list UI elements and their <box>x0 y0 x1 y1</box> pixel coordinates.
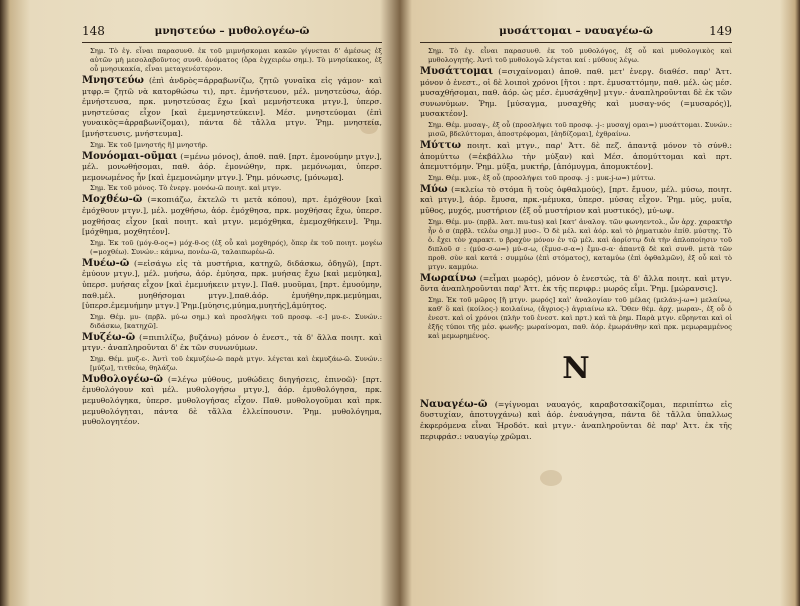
entry-text: (=εἰσάγω εἰς τὰ μυστήρια, κατηχῶ, διδάσκω, ὁδηγῶ), [πρτ. ἐμύουν μτγν.], μέλ. μυήσω, ἀόρ. ἐμύησα, πρκ. μυήσας ἔχω [καὶ μεμύηκα], ὑπερσ. μυήσας εἶχον [καὶ ἐμεμυήκειν μτγν.]. Παθ. μυοῦμαι, [πρτ. ἐμυούμην, παθ.μέλ. μυηθήσομαι μτγν.],παθ.ἀόρ. ἐμυήθην,πρκ.μεμύημαι,[ὑπερσ.ἐμεμυήμην μτγν.] Ῥημ.[μύησις,μύημα,μυητής],ἀμύητος. <box>82 258 382 311</box>
entry-text: (=κοπιάζω, ἐκτελῶ τι μετὰ κόπου), πρτ. ἐμόχθουν [καὶ ἐμόχθουν μτγν.], μέλ. μοχθήσω, ἀόρ. ἐμόχθησα, πρκ. μοχθήσας ἔχω, ὑπερσ. μοχθήσας εἶχον [καὶ ποιητ. καὶ μτγν. μεμόχθηκα, ἐμεμοχθήκειν]. Ῥημ. [μόχθημα, μοχθητέον]. <box>82 195 382 237</box>
right-page <box>420 22 732 443</box>
dictionary-entry <box>82 259 382 312</box>
entry-note: Σημ. Θέμ. μυσαγ-, ἐξ οὗ (προσλήψει τοῦ προσφ. -j-: μυσαγj ομαι=) μυσάττομαι. Συνών.: μισῶ, βδελύττομαι, ἀποστρέφομαι, [ἀηδίζομαι], ἐχθραίνω. <box>428 120 732 138</box>
entry-headword: Μυθολογέω-ῶ <box>82 373 163 385</box>
entry-text: (=κλείω τὸ στόμα ἢ τοὺς ὀφθαλμούς), [πρτ. ἔμυον, μέλ. μύσω, ποιητ. καὶ μτγν.], ἀόρ. ἔμυσα, πρκ.-μέμυκα, ὑπερσ. μύσας εἶχον. Ῥημ. μύς, μυῖα, μῦθος, μυχός, μυστήριον (ἐξ οὗ μυστήριον καὶ μυστικός), μύ-ωψ. <box>420 184 732 215</box>
entry-text: (=εἶμαι μωρός), μόνον ὁ ἐνεστώς, τὰ δ' ἄλλα ποιητ. καὶ μτγν. ὄντα ἀναπληροῦνται παρ' Ἀττ. ἐκ τῆς περιφρ.: μωρός εἶμι. Ῥημ. [μώρανσις]. <box>420 273 732 294</box>
dictionary-entry <box>420 185 732 217</box>
entry-headword: Μνηστεύω <box>82 75 144 86</box>
entry-text: ποιητ. καὶ μτγν., παρ' Ἀττ. δὲ πεζ. ἀπαντᾷ μόνον τὸ σύνθ.: ἀπομύττω (=ἐκβάλλω τὴν μύξαν) καὶ Μέσ. ἀπομύττομαι καὶ πρτ. ἀπεμυττόμην. Ῥημ. μύξα, μυκτήρ, [ἀπόμυγμα, ἀπομυκτέον]. <box>420 140 732 172</box>
entry-note: Σημ. Θέμ. μυζ-ε-. Ἀντὶ τοῦ ἐκμυζέω-ῶ παρὰ μτγν. λέγεται καὶ ἐκμυζάω-ῶ. Συνών.: [μύζω], τιτθεύω, θηλάζω. <box>90 354 382 372</box>
entry-note: Σημ. Θέμ. μυ- (πρβλ. μύ-ω σημ.) καὶ προσλήψει τοῦ προσφ. -ε-] μυ-ε-. Συνών.: διδάσκω, [κατηχῶ]. <box>90 312 382 330</box>
entry-note: Σημ. Ἐκ τοῦ μῶρος [ἢ μτγν. μωρός] καὶ' ἀναλογίαν τοῦ μέλας (μελάν-j-ω=) μελαίνω, καθ' ὃ καὶ (κοίλος-) κοιλαίνω, (ἄγριος-) ἀγριαίνω κλ. Ὅθεν θέμ. ἀρχ. μωραν-, ἐξ οὗ ὁ ἐνεστ. καὶ οἱ χρόνοι (πλὴν τοῦ ἐνεστ. καὶ πρτ.) καὶ τὰ ῥημ. Παρὰ μτγν. εὕρηνται καὶ οἱ ἑξῆς τύποι τῆς μέσ. φωνῆς: μωραίνομαι, παθ. ἀόρ. ἐμωράνθην καὶ πρκ. μεμωραμμένος καὶ μεμωρημένος. <box>428 295 732 340</box>
entry-note: Σημ. Τὸ ἐγ. εἶναι παρασυνθ. ἐκ τοῦ μιμνήσκομαι κακῶν γίγνεται δ' ἀμέσως ἐξ αὐτῶν μὴ μεσολαβοῦντος συνθ. ὀνόματος (ὅρα ἐγχειρέω σημ.). Τὸ μνησίκακος, ἐξ οὗ μνησικακία, εἶναι μεταγενέστερον. <box>90 47 382 73</box>
entry-headword: Μονόομαι-οῦμαι <box>82 150 178 162</box>
right-page-number: 149 <box>709 24 732 38</box>
left-page-body <box>82 47 382 428</box>
dictionary-entry <box>82 195 382 237</box>
dictionary-entry <box>420 400 732 442</box>
right-running-head <box>420 22 732 43</box>
entry-text: (=μένω μόνος), ἀποθ. παθ. [πρτ. ἐμονούμην μτγν.], μέλ. μονωθήσομαι, παθ. ἀόρ. ἐμονώθην, πρκ. μεμόνωμαι, ὑπερσ. μεμονωμένος ἦν [καὶ ἐμεμονώμην μτγν.]. Ῥημ. μόνωσις, [μόνωμα]. <box>82 151 382 182</box>
paper-stain <box>540 470 562 486</box>
entry-text: (=σιχαίνομαι) ἀποθ. παθ. μετ' ἐνεργ. διαθέσ. παρ' Ἀττ. μόνον ὁ ἐνεστ., οἱ δὲ λοιποὶ χρόνοι [ἤτοι : πρτ. ἐμυσαττόμην, παθ. μέλ. ὡς μέσ. μυσαχθήσομαι, παθ. ἀόρ. ὡς μέσ. ἐμυσάχθην] μτγν.· ἀναπληροῦνται δὲ ἐκ τῶν συνωνύμων. Ῥημ. [μύσαγμα, μυσαχθὴς καὶ μυσαγ-νός (=μυσαρός)], μυσακτέον]. <box>420 67 732 119</box>
dictionary-entry <box>420 141 732 173</box>
left-page-number: 148 <box>82 24 105 38</box>
entry-note: Σημ. Ἐκ τοῦ [μνηστής ἢ] μνηστήρ. <box>90 140 208 149</box>
right-running-title: μυσάττομαι – ναυαγέω-ῶ <box>499 25 653 37</box>
left-running-title: μνηστεύω – μυθολογέω-ῶ <box>154 25 310 37</box>
entry-text: (ἐπὶ ἀνδρὸς=ἀρραβωνίζω, ζητῶ γυναῖκα εἰς γάμον· καὶ μτφρ.= ζητῶ νὰ κατορθώσω τι), πρτ. ἐμνήστευον, μέλ. μνηστεύσω, ἀόρ. ἐμνήστευσα, πρκ. μνηστεύσας ἔχω [καὶ μεμνήστευκα μτγν.], ὑπερσ. μνηστεύσας εἶχον [καὶ ἐμεμνηστεύκειν]. Μέσ. μνηστεύομαι (ἐπὶ γυναικὸς=ἀρραβωνίζομαι), πάντα δὲ τἄλλα μτγν. Ῥημ. μνηστεία, [μνήστευσις, μνήστευμα]. <box>82 76 382 138</box>
dictionary-entry <box>82 375 382 428</box>
entry-text: (=πιπιλίζω, βυζάνω) μόνον ὁ ἐνεστ., τὰ δ' ἄλλα ποιητ. καὶ μτγν.· ἀναπληροῦνται δ' ἐκ τῶν συνωνύμων. <box>82 332 382 353</box>
dictionary-entry <box>82 152 382 184</box>
entry-text: (=λέγω μύθους, μυθώδεις διηγήσεις, ἐπινοῶ)· [πρτ. ἐμυθολόγουν καὶ μέλ. μυθολογήσω μτγν.], ἀόρ. ἐμυθολόγησα, πρκ. μεμυθολόγηκα, ὑπερσ. μυθολογήσας εἶχον. Παθ. μυθολογοῦμαι καὶ πρκ. μεμυθολόγηται, πάντα δὲ τἄλλα ἐλλείπουσιν. Ῥημ. μυθολόγημα, μυθολογητέον. <box>82 374 382 427</box>
entry-note: Σημ. Τὸ ἐγ. εἶναι παρασυνθ. ἐκ τοῦ μυθολόγος, ἐξ οὗ καὶ μυθολογικὸς καὶ μυθολογητής. Ἀντὶ τοῦ μυθολογῶ λέγεται καί : μύθους λέγω. <box>428 47 732 64</box>
dictionary-entry <box>420 274 732 295</box>
entry-headword: Μοχθέω-ῶ <box>82 194 143 206</box>
entry-headword: Μύω <box>420 183 448 195</box>
entry-text: (=γίγνομαι ναυαγός, καραβοτσακίζομαι, περιπίπτω εἰς δυστυχίαν, ἀποτυγχάνω) καὶ ἀόρ. ἐναυάγησα, πάντα δὲ τἄλλα ὑπαλλως ἐκφερόμενα εἶναι Ἡροδότ. καὶ μτγν.· ἀναπληροῦνται δὲ παρ' Ἀττ. ἐκ τῆς περιφράσ.: ναυαγίῳ χρῶμαι. <box>420 399 732 441</box>
left-page <box>82 22 382 429</box>
dictionary-entry <box>82 76 382 140</box>
section-letter: Ν <box>562 350 590 386</box>
entry-headword: Μυζέω-ῶ <box>82 331 136 343</box>
entry-headword: Μυσάττομαι <box>420 66 494 77</box>
right-page-body <box>420 47 732 442</box>
entry-headword: Ναυαγέω-ῶ <box>420 398 488 410</box>
entry-headword: Μωραίνω <box>420 272 477 284</box>
entry-note: Σημ. Ἐκ τοῦ μόνος. Τὸ ἐνεργ. μονόω-ῶ ποιητ. καὶ μτγν. <box>90 184 282 193</box>
entry-headword: Μύττω <box>420 139 461 151</box>
entry-note: Σημ. Θέμ. μυκ-, ἐξ οὗ (προσλήψει τοῦ προσφ. -j : μυκ-j-ω=) μύττω. <box>428 173 656 182</box>
dictionary-entry <box>82 333 382 354</box>
entry-headword: Μυέω-ῶ <box>82 257 130 269</box>
dictionary-entry <box>420 67 732 120</box>
entry-note: Σημ. Θέμ. μυ- (πρβλ. λατ. mu-tus) καὶ [κατ' ἀναλογ. τῶν φωνηεντολ., ὧν ἀρχ. χαρακτὴρ ἦν ὁ σ (πρβλ. τελέω σημ.)] μυσ-. Ὁ δὲ μέλ. καὶ ἀόρ. καὶ τὸ ῥηματικὸν ἐπίθ. μύστης. Τὸ ὁ. ἔχει τὸν χαρακτ. υ βραχὺν μόνον ἐν τῷ μέλ. καὶ ἀορίστῳ διὰ τὴν ἀπλοποίησιν τοῦ διπλοῦ σ : (μύσ-σ-ω=) μύ-σ-ω, (ἔμυσ-σ-α=) ἔμυ-σ-α· ἀπαντᾷ δὲ καὶ συνθ. μετὰ τῶν προθ. σὺν καὶ κατά : συμμύω (ἐπὶ στόματος), καταμύω (ἐπὶ ὀφθαλμῶν), ἐξ οὗ καὶ τὸ μτγν. καμμύω. <box>428 217 732 271</box>
entry-note: Σημ. Ἐκ τοῦ (μόγ-θ-ος=) μόχ-θ-ος (ἐξ οὗ καὶ μοχθηρός), ὅπερ ἐκ τοῦ ποιητ. μογέω (=μοχθέω). Συνών.: κάμνω, πονέω-ῶ, ταλαιπωρέω-ῶ. <box>90 238 382 256</box>
left-running-head <box>82 22 382 43</box>
